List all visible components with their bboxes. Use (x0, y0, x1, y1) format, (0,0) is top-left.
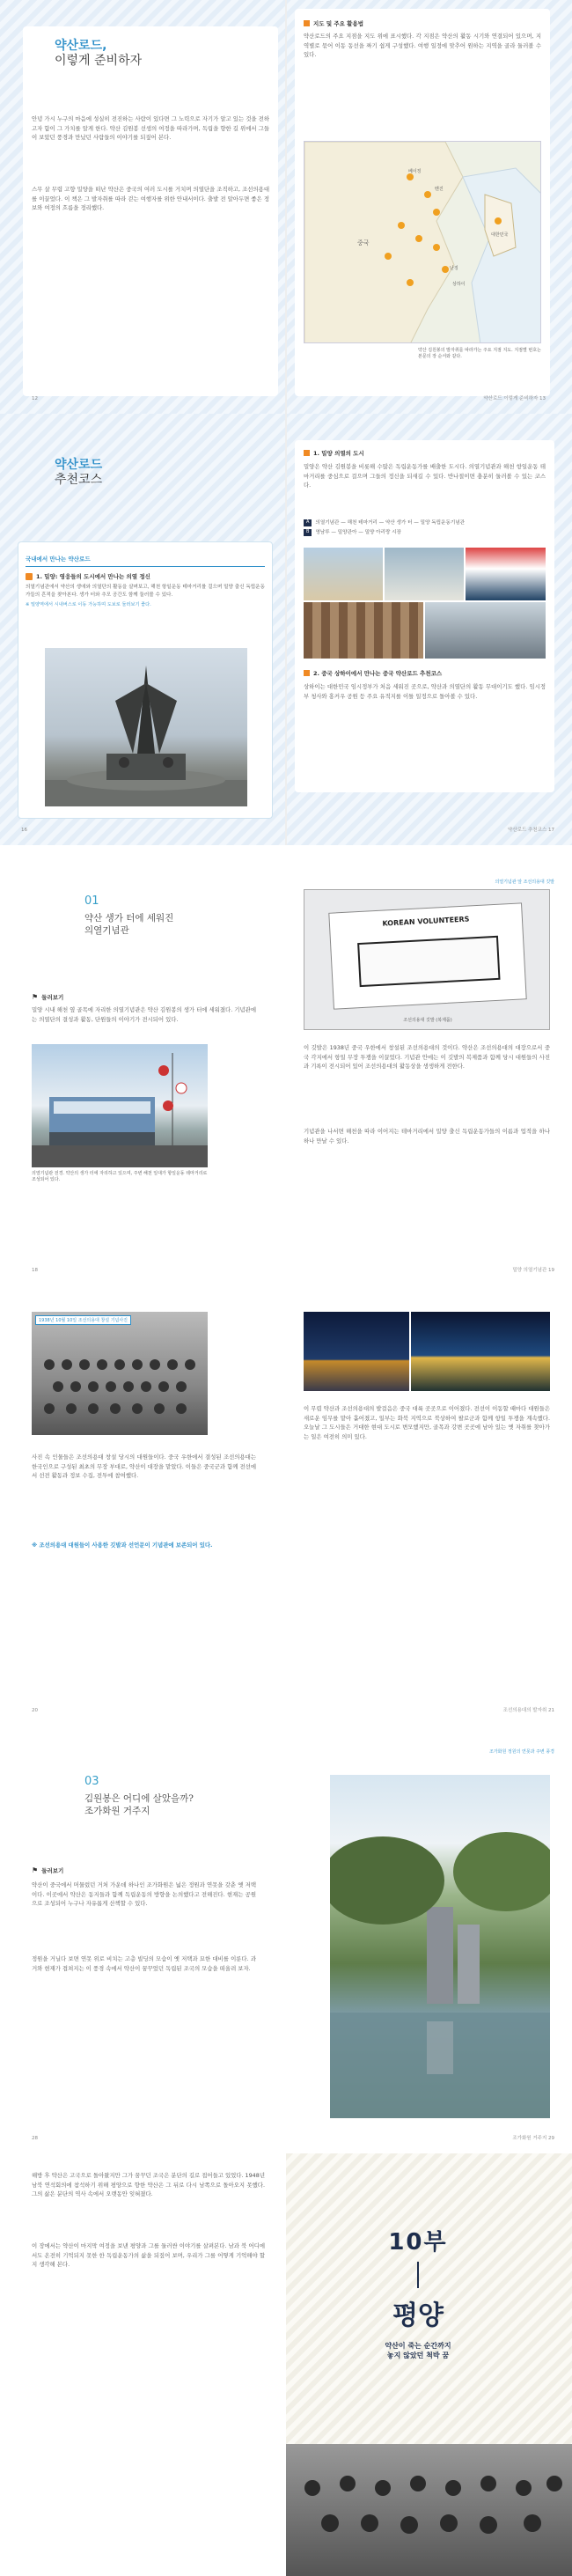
body-text-2: 정원을 거닐다 보면 연못 위로 비치는 고층 빌딩의 모습이 옛 저택과 묘한 대비를 이룬다. 과거와 현재가 겹쳐지는 이 풍경 속에서 약산이 꿈꾸었던 독립된 조국의 모습을 떠올려 보자. (32, 1955, 256, 1972)
route-photo-5 (425, 602, 546, 659)
walk-icon: ⚑ (32, 993, 39, 1001)
number-badge-icon (26, 573, 33, 580)
bullet-icon (304, 450, 310, 456)
map-label: 중국 (357, 239, 370, 247)
spread-preparation (0, 0, 572, 414)
page-number: 약산로드 이렇게 준비하자 13 (483, 396, 546, 401)
route-badge: A (304, 519, 312, 526)
title-block (55, 458, 102, 488)
spread-recommended-course (0, 414, 572, 845)
title-block (55, 39, 142, 69)
route-item (304, 519, 546, 526)
page-number: 20 (32, 1708, 38, 1713)
body-text-2: 기념관을 나서면 해천을 따라 이어지는 테마거리에서 밀양 출신 독립운동가들의 이름과 업적을 하나하나 만날 수 있다. (304, 1128, 550, 1144)
page-number: 조선의용대의 발자취 21 (502, 1708, 554, 1713)
walk-icon: ⚑ (32, 1866, 39, 1874)
chapter-number: 01 (84, 894, 99, 908)
flag-frame (328, 902, 526, 1009)
page-number: 조가화원 거주지 29 (512, 2136, 554, 2141)
page-memorial-left (0, 845, 286, 1285)
page-pyongyang-right (286, 2153, 572, 2576)
section-heading (32, 1866, 63, 1874)
body-text: 해방 후 약산은 고국으로 돌아왔지만 그가 꿈꾸던 조국은 분단의 길로 접어들고 있었다. 1948년 남북 연석회의에 참석하기 위해 평양으로 향한 약산은 그 뒤로 다시 남쪽으로 돌아오지 못했다. 그의 삶은 분단의 역사 속에서 오랫동안 잊혀졌다. (32, 2172, 265, 2197)
monument-photo (45, 648, 247, 806)
map-label: 대한민국 (491, 232, 509, 238)
monument-svg (45, 648, 247, 806)
map-heading-text: 지도 및 주요 활용법 (313, 20, 364, 27)
night-city-photo (304, 1312, 409, 1391)
chapter-title-block (84, 912, 260, 937)
garden-photo (330, 1775, 550, 2118)
chapter-title-block (84, 1792, 269, 1817)
page-number: 18 (32, 1268, 38, 1273)
chapter-title-line-1: 약산 생가 터에 세워진 (84, 913, 174, 924)
route-photo-4 (304, 602, 423, 659)
section-title: 약산로드, (55, 39, 107, 53)
route-photo-2 (385, 548, 464, 600)
chapter-title-line-2: 의열기념관 (84, 925, 129, 936)
course-box (18, 541, 273, 819)
recommend-text-1: 밀양은 약산 김원봉을 비롯해 수많은 독립운동가를 배출한 도시다. 의열기념관과 해천 항일운동 테마거리를 중심으로 걸으며 그들의 정신을 되새길 수 있다. 반나절이면 충분히 둘러볼 수 있는 코스다. (304, 463, 546, 489)
map-label: 톈진 (435, 187, 444, 192)
page-number: 16 (21, 828, 27, 833)
route-item (304, 529, 546, 536)
chapter-title-line-1: 김원봉은 어디에 살았을까? (84, 1793, 194, 1804)
page-residence-left (0, 1726, 286, 2153)
section-heading-text: 둘러보기 (41, 1867, 64, 1874)
route-badge: B (304, 529, 312, 536)
page-course-left (0, 414, 286, 845)
china-course-heading (304, 669, 442, 677)
page-number: 28 (32, 2136, 38, 2141)
bullet-icon (304, 670, 310, 676)
map-image (304, 141, 541, 343)
map-label: 난징 (450, 266, 458, 271)
body-text: 사진 속 인물들은 조선의용대 창설 당시의 대원들이다. 중국 우한에서 결성된 조선의용대는 한국인으로 구성된 최초의 무장 부대로, 약산이 대장을 맡았다. 이들은 중국군과 함께 전선에서 선전 활동과 정보 수집, 전투에 참여했다. (32, 1454, 256, 1479)
section-subtitle: 추천코스 (55, 473, 103, 487)
flag-photo (304, 889, 550, 1030)
route-photo-1 (304, 548, 383, 600)
chapter-title-line-2: 조가화원 거주지 (84, 1806, 150, 1816)
page-number: 밀양 의열기념관 19 (512, 1268, 554, 1273)
memorial-svg (32, 1044, 208, 1167)
part-subtitle-1: 약산이 죽는 순간까지 (385, 2342, 451, 2350)
page-volunteers-right (286, 1285, 572, 1726)
map-label: 베이징 (408, 169, 422, 174)
page-memorial-right (286, 845, 572, 1285)
body-text-2: 스무 살 무렵 고향 밀양을 떠난 약산은 중국의 여러 도시를 거치며 의열단을 조직하고, 조선의용대를 이끌었다. 이 책은 그 발자취를 따라 걷는 여행자를 위한 안내서이다. 출발 전 알아두면 좋은 정보와 여정의 흐름을 정리했다. (32, 186, 269, 211)
body-text: 이 무렵 약산과 조선의용대의 발걸음은 중국 대륙 곳곳으로 이어졌다. 전선이 이동할 때마다 대원들은 새로운 임무를 맡아 흩어졌고, 일부는 화북 지역으로 북상하여 팔로군과 함께 항일 투쟁을 계속했다. 오늘날 그 도시들은 거대한 현대 도시로 변모했지만, 골목과 강변 곳곳에 남아 있는 옛 자취를 찾아가는 일은 여전히 의미 있다. (304, 1405, 550, 1440)
group-photo (32, 1312, 208, 1435)
spread-pyongyang (0, 2153, 572, 2576)
recommend-heading (304, 449, 364, 457)
spread-residence (0, 1726, 572, 2153)
course-box-title: 국내에서 만나는 약산로드 (26, 556, 91, 563)
body-text: 약산이 중국에서 머물렀던 거처 가운데 하나인 조가화원은 넓은 정원과 연못을 갖춘 옛 저택이다. 이곳에서 약산은 동지들과 함께 독립운동의 방향을 논의했다고 전해진다. 현재는 공원으로 조성되어 누구나 자유롭게 산책할 수 있다. (32, 1881, 256, 1907)
page-preparation-left (0, 0, 286, 414)
map-svg (304, 142, 541, 343)
part-title-block (365, 2224, 471, 2360)
photo-caption: 의열기념관 전경. 약산의 생가 터에 자리하고 있으며, 주변 해천 일대가 항일운동 테마거리로 조성되어 있다. (32, 1171, 208, 1182)
section-heading (32, 993, 63, 1001)
flag-label: KOREAN VOLUNTEERS (382, 915, 470, 928)
body-text: 밀양 시내 해천 옆 골목에 자리한 의열기념관은 약산 김원봉의 생가 터에 세워졌다. 기념관에는 의열단의 결성과 활동, 단원들의 이야기가 전시되어 있다. (32, 1006, 256, 1023)
gutter (285, 0, 287, 414)
course-item-heading (26, 572, 265, 580)
page-pyongyang-left (0, 2153, 286, 2576)
divider (417, 2262, 419, 2288)
group-photo-svg (32, 1312, 208, 1435)
section-heading-text: 둘러보기 (41, 994, 64, 1001)
china-course-text: 상하이는 대한민국 임시정부가 처음 세워진 곳으로, 약산과 의열단의 활동 무대이기도 했다. 임시정부 청사와 홍커우 공원 등 주요 유적지를 이틀 일정으로 돌아볼 수 있다. (304, 683, 546, 700)
page-number: 12 (32, 396, 38, 401)
photo-caption-label: 1938년 10월 10일 조선의용대 창설 기념사진 (35, 1315, 131, 1325)
note-text: ※ 조선의용대 대원들이 사용한 깃발과 선언문이 기념관에 보존되어 있다. (32, 1542, 213, 1549)
chapter-number: 03 (84, 1775, 99, 1788)
page-course-right (286, 414, 572, 845)
china-course-title: 2. 중국 상하이에서 만나는 중국 약산로드 추천코스 (313, 670, 443, 677)
course-item-title: 1. 밀양: 영웅들의 도시에서 만나는 의열 정신 (36, 573, 150, 580)
garden-svg (330, 1775, 550, 2118)
body-text-2: 이 장에서는 약산이 마지막 여정을 보낸 평양과 그를 둘러싼 이야기를 살펴본다. 남과 북 어디에서도 온전히 기억되지 못한 한 독립운동가의 삶을 되짚어 보며, 우리가 그를 어떻게 기억해야 할지 생각해 본다. (32, 2242, 265, 2268)
spread-volunteers (0, 1285, 572, 1726)
gutter (285, 414, 287, 845)
part-city: 평양 (392, 2300, 444, 2331)
course-box-header (26, 548, 265, 567)
memorial-photo (32, 1044, 208, 1167)
section-title: 약산로드 (55, 458, 103, 472)
map-label: 상하이 (452, 282, 466, 287)
page-residence-right (286, 1726, 572, 2153)
route-text: 의열기념관 — 해천 테마거리 — 약산 생가 터 — 밀양 독립운동기념관 (315, 520, 466, 526)
map-intro-text: 약산로드의 주요 지점을 지도 위에 표시했다. 각 지점은 약산의 활동 시기와 연결되어 있으며, 지역별로 묶어 이동 동선을 짜기 쉽게 구성했다. 여행 일정에 맞추어 원하는 지역을 골라 둘러볼 수 있다. (304, 33, 541, 58)
route-list (304, 519, 546, 536)
map-caption: 약산 김원봉의 발자취를 따라가는 주요 지점 지도. 지점별 번호는 본문의 장 순서와 같다. (418, 348, 541, 359)
body-text: 이 깃발은 1938년 중국 우한에서 창설된 조선의용대의 것이다. 약산은 조선의용대의 대장으로서 중국 각지에서 항일 무장 투쟁을 이끌었다. 기념관 안에는 이 깃발의 복제품과 함께 당시 대원들의 사진과 기록이 전시되어 있어 조선의용대의 활동상을 생생하게 전한다. (304, 1044, 550, 1070)
page-number: 약산로드 추천코스 17 (508, 828, 554, 833)
map-heading (304, 19, 363, 27)
part-photo-svg (286, 2444, 572, 2576)
course-item-note: ※ 밀양역에서 시내버스로 이동 가능하며 도보로 둘러보기 좋다. (26, 602, 151, 607)
page-tag: 의열기념관 앞 조선의용대 깃발 (495, 880, 554, 885)
night-river-photo (411, 1312, 550, 1391)
spread-memorial-hall (0, 845, 572, 1285)
recommend-heading-text: 1. 밀양 의열의 도시 (313, 450, 364, 457)
page-volunteers-left (0, 1285, 286, 1726)
part-photo (286, 2444, 572, 2576)
part-number: 10부 (388, 2229, 448, 2256)
route-text: 영남루 — 밀양관아 — 밀양 아리랑 시장 (315, 530, 401, 535)
section-subtitle: 이렇게 준비하자 (55, 54, 143, 68)
body-text-1: 안녕 가시 누구의 마음에 성실히 전진하는 사람이 있다면 그 노력으로 자기가 알고 있는 것을 전하고자 함이 그 가치를 알게 한다. 약산 김원봉 선생의 여정을 따라가며, 독립을 향한 길 위에서 그들이 보았던 풍경과 만났던 사람들의 이야기를 되짚어 본다. (32, 115, 269, 141)
flag-emblem (357, 936, 500, 987)
bullet-icon (304, 20, 310, 26)
part-subtitle-2: 놓지 않았던 척박 꿈 (386, 2352, 450, 2359)
page-preparation-right (286, 0, 572, 414)
page-tag: 조가화원 정원의 연못과 주변 풍경 (489, 1749, 554, 1755)
flag-caption: 조선의용대 깃발 (복제품) (403, 1018, 452, 1023)
course-item-text: 의열기념관에서 약산의 생애와 의열단의 활동을 살펴보고, 해천 항일운동 테마거리를 걸으며 밀양 출신 독립운동가들의 흔적을 찾아본다. 생가 터와 추모 공간도 함께 둘러볼 수 있다. (26, 585, 265, 598)
route-photo-3 (466, 548, 546, 600)
